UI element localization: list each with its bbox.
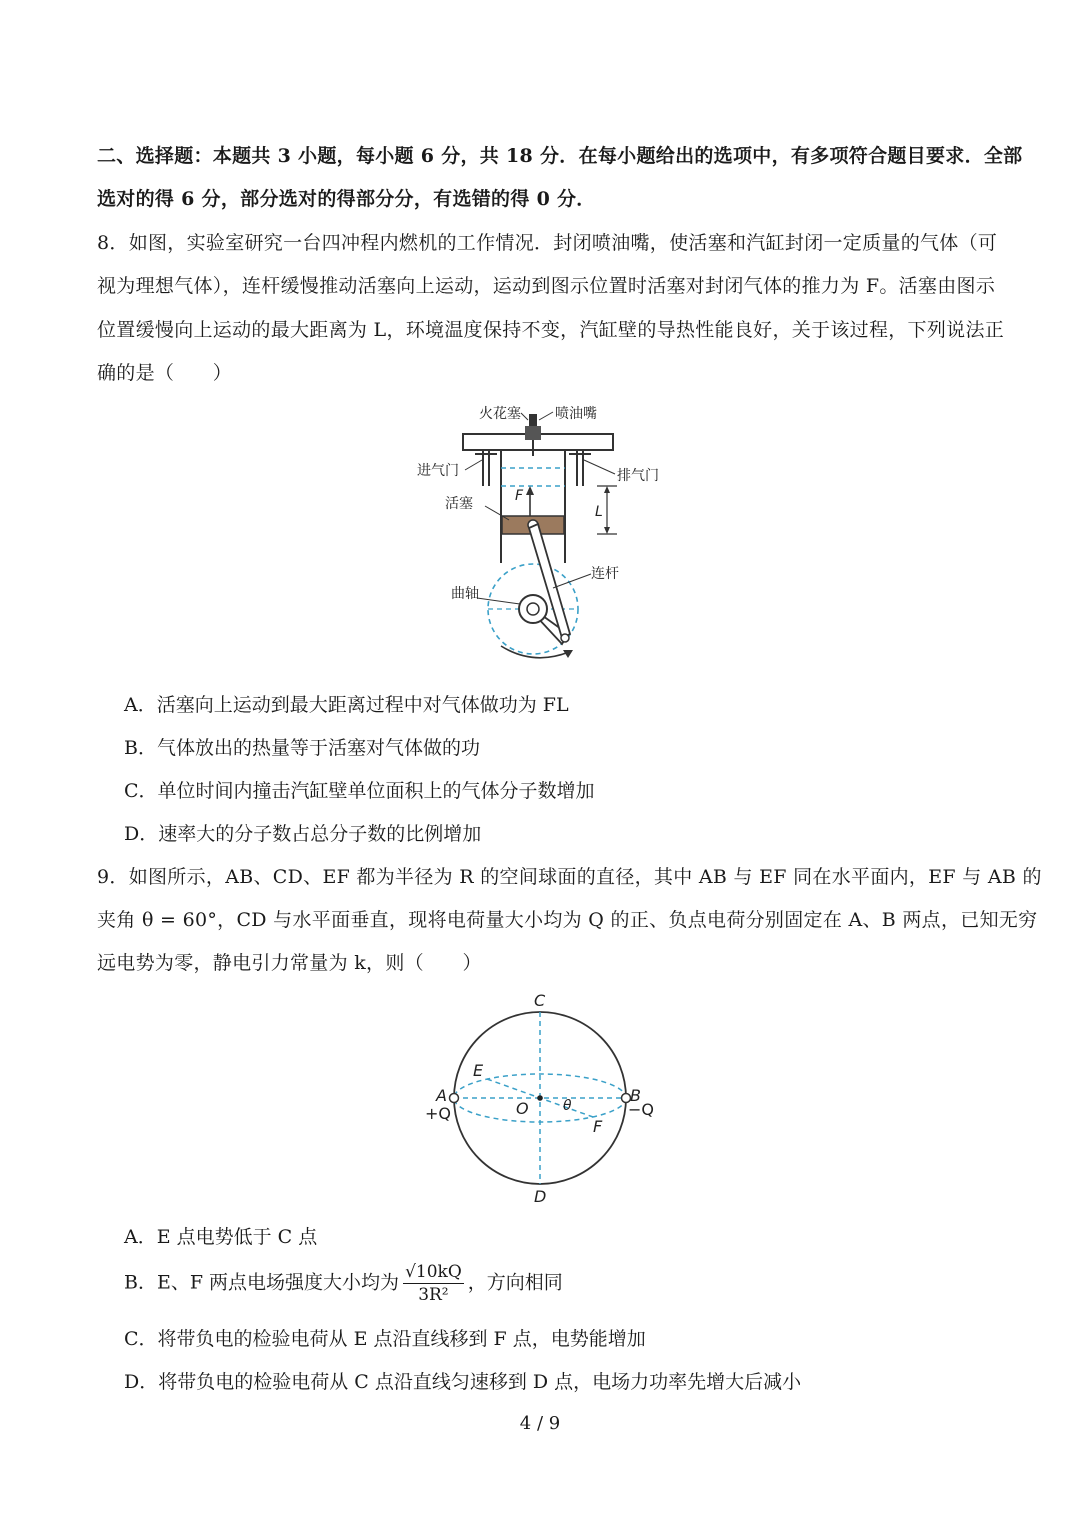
label-c: C	[534, 991, 546, 1010]
q9-stem-line2: 夹角 θ = 60°，CD 与水平面垂直，现将电荷量大小均为 Q 的正、负点电荷分别固定在 A、B 两点，已知无穷	[97, 909, 1038, 931]
q8-stem-line2: 视为理想气体），连杆缓慢推动活塞向上运动，运动到图示位置时活塞对封闭气体的推力为 F。活塞由图示	[97, 275, 996, 297]
section-header-line1: 二、选择题：本题共 3 小题，每小题 6 分，共 18 分．在每小题给出的选项中，有多项符合题目要求．全部	[97, 145, 1023, 167]
q9-option-b-suffix: ，方向相同	[467, 1271, 563, 1294]
field-strength-fraction	[403, 1262, 464, 1305]
q9-option-b	[124, 1262, 563, 1305]
fraction-denominator: 3R²	[418, 1285, 449, 1305]
label-force: F	[515, 488, 524, 504]
label-a: A	[436, 1086, 447, 1105]
q9-option-b-prefix: B．E、F 两点电场强度大小均为	[124, 1271, 400, 1294]
q8-stem-line3: 位置缓慢向上运动的最大距离为 L，环境温度保持不变，汽缸壁的导热性能良好，关于该过程，下列说法正	[97, 319, 1005, 341]
label-exhaust-valve: 排气门	[617, 468, 659, 484]
label-o: O	[516, 1099, 529, 1118]
label-theta: θ	[563, 1098, 572, 1114]
q9-stem-line1: 9．如图所示，AB、CD、EF 都为半径为 R 的空间球面的直径，其中 AB 与 EF 同在水平面内，EF 与 AB 的	[97, 866, 1042, 888]
q9-stem-line3: 远电势为零，静电引力常量为 k，则（ ）	[97, 952, 482, 974]
label-b: B	[630, 1086, 641, 1105]
label-crankshaft: 曲轴	[451, 586, 479, 602]
label-f: F	[593, 1117, 603, 1136]
charge-a	[450, 1094, 459, 1103]
sphere-figure	[415, 988, 665, 1206]
q8-option-a: A．活塞向上运动到最大距离过程中对气体做功为 FL	[124, 694, 569, 716]
label-distance: L	[595, 504, 603, 520]
q8-option-c: C．单位时间内撞击汽缸壁单位面积上的气体分子数增加	[124, 780, 595, 802]
label-d: D	[534, 1187, 547, 1206]
engine-figure	[405, 398, 675, 670]
q8-option-b: B．气体放出的热量等于活塞对气体做的功	[124, 737, 480, 759]
label-intake-valve: 进气门	[417, 463, 459, 479]
q8-option-d: D．速率大的分子数占总分子数的比例增加	[124, 823, 482, 845]
section-header-line2: 选对的得 6 分，部分选对的得部分分，有选错的得 0 分．	[97, 188, 596, 210]
q9-option-d: D．将带负电的检验电荷从 C 点沿直线匀速移到 D 点，电场力功率先增大后减小	[124, 1371, 802, 1393]
fraction-numerator: √10kQ	[405, 1262, 462, 1282]
q8-stem-line1: 8．如图，实验室研究一台四冲程内燃机的工作情况．封闭喷油嘴，使活塞和汽缸封闭一定质量的气体（可	[97, 232, 998, 254]
label-minus-q: −Q	[628, 1100, 654, 1119]
q8-stem-line4: 确的是（ ）	[97, 362, 233, 384]
label-piston: 活塞	[445, 496, 473, 512]
page-number: 4 / 9	[519, 1413, 561, 1434]
label-connecting-rod: 连杆	[591, 566, 619, 582]
label-spark-plug: 火花塞	[479, 406, 521, 422]
label-e: E	[473, 1061, 484, 1080]
label-injector: 喷油嘴	[555, 406, 597, 422]
label-plus-q: +Q	[425, 1104, 451, 1123]
q9-option-a: A．E 点电势低于 C 点	[124, 1226, 318, 1248]
q9-option-c: C．将带负电的检验电荷从 E 点沿直线移到 F 点，电势能增加	[124, 1328, 646, 1350]
